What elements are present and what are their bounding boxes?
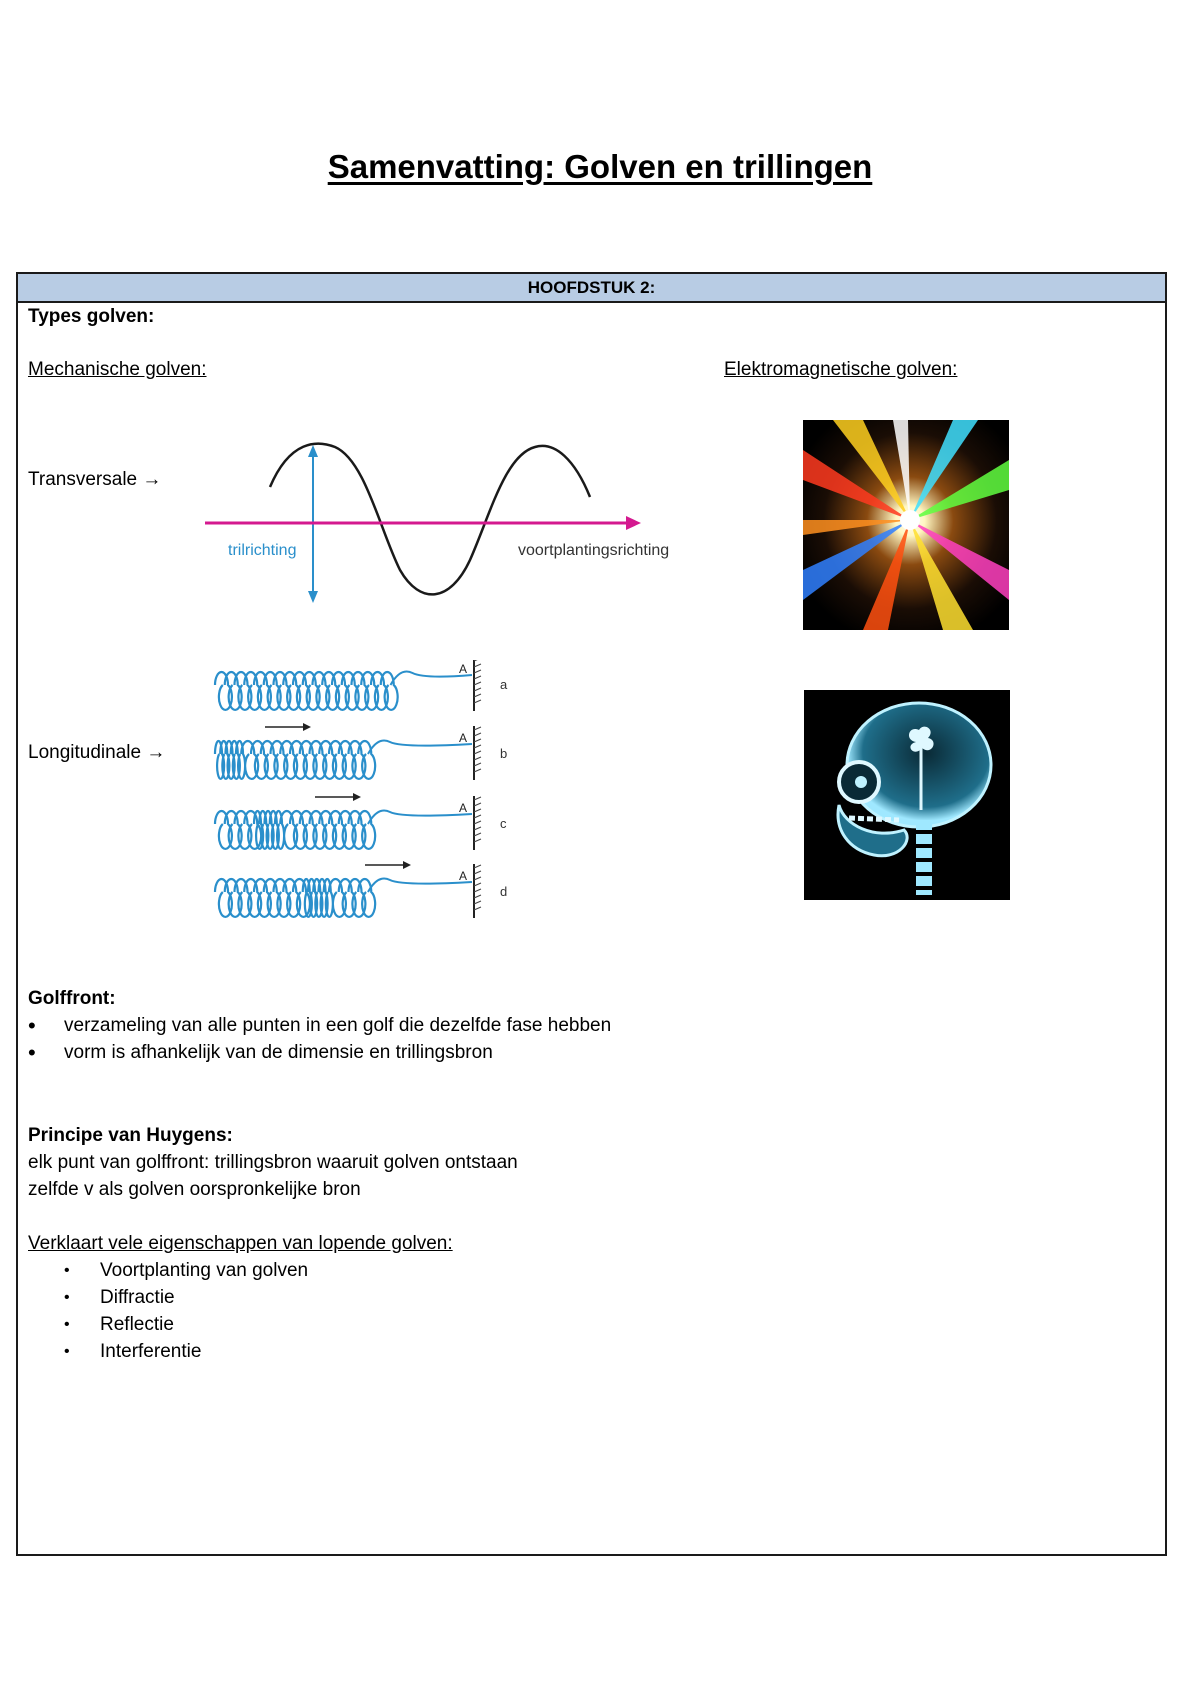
huygens-line-1: elk punt van golffront: trillingsbron waaruit golven ontstaan	[28, 1152, 518, 1173]
propagation-label: voortplantingsrichting	[518, 542, 670, 559]
transversal-label: Transversale →	[28, 469, 162, 490]
oscillation-arrow-down	[308, 591, 318, 603]
list-item: • Reflectie	[64, 1313, 308, 1340]
wall-hatch	[474, 751, 481, 754]
wall-hatch	[474, 688, 481, 691]
marker-a: A	[459, 869, 468, 883]
wall-hatch	[474, 901, 481, 904]
row-label: a	[500, 677, 508, 692]
xray-head-photo	[804, 690, 1010, 900]
spring-row	[215, 793, 507, 850]
spring-coil	[215, 672, 398, 710]
chapter-header: HOOFDSTUK 2:	[18, 274, 1165, 303]
sine-wave	[270, 444, 590, 595]
wall-hatch	[474, 797, 481, 800]
marker-a: A	[459, 731, 468, 745]
list-item: • Interferentie	[64, 1340, 308, 1367]
wall-hatch	[474, 871, 481, 874]
spring-tail	[368, 879, 472, 893]
wall-hatch	[474, 682, 481, 685]
wall-hatch	[474, 833, 481, 836]
oscillation-arrow-up	[308, 445, 318, 457]
spring-coil	[215, 879, 375, 917]
spring-tail	[368, 811, 472, 825]
huygens-heading: Principe van Huygens:	[28, 1125, 233, 1146]
wall-hatch	[474, 769, 481, 772]
types-heading: Types golven:	[28, 306, 155, 327]
wall-hatch	[474, 700, 481, 703]
propagation-arrowhead	[626, 516, 641, 530]
transverse-wave-diagram	[205, 435, 685, 610]
electromagnetic-waves-heading: Elektromagnetische golven:	[724, 359, 958, 380]
spring-row	[215, 861, 507, 918]
huygens-explains-heading: Verklaart vele eigenschappen van lopende golven:	[28, 1233, 453, 1254]
spring-tail	[368, 741, 472, 755]
row-label: b	[500, 746, 508, 761]
wall-hatch	[474, 660, 481, 661]
row-label: c	[500, 816, 507, 831]
longitudinal-label: Longitudinale →	[28, 742, 166, 763]
wavefront-list	[28, 1014, 611, 1068]
wall-hatch	[474, 664, 481, 667]
wall-hatch	[474, 815, 481, 818]
wall-hatch	[474, 827, 481, 830]
wall-hatch	[474, 745, 481, 748]
list-item: • Voortplanting van golven	[64, 1259, 308, 1286]
wall-hatch	[474, 907, 481, 910]
huygens-line-2: zelfde v als golven oorspronkelijke bron	[28, 1179, 361, 1200]
wall-hatch	[474, 727, 481, 730]
spring-coil	[215, 741, 375, 779]
wall-hatch	[474, 895, 481, 898]
wall-hatch	[474, 670, 481, 673]
spring-coil	[215, 811, 375, 849]
wall-hatch	[474, 889, 481, 892]
oscillation-label: trilrichting	[228, 542, 297, 559]
light-rays-photo	[803, 420, 1009, 630]
list-item: • vorm is afhankelijk van de dimensie en trillingsbron	[28, 1041, 611, 1068]
wall-hatch	[474, 763, 481, 766]
wall-hatch	[474, 803, 481, 806]
propagation-arrowhead	[353, 793, 361, 801]
propagation-arrowhead	[303, 723, 311, 731]
wall-hatch	[474, 694, 481, 697]
document-title: Samenvatting: Golven en trillingen	[327, 148, 873, 185]
wall-hatch	[474, 821, 481, 824]
wall-hatch	[474, 739, 481, 742]
list-item: • Diffractie	[64, 1286, 308, 1313]
wall-hatch	[474, 733, 481, 736]
wavefront-heading: Golffront:	[28, 988, 116, 1009]
wall-hatch	[474, 839, 481, 842]
wall-hatch	[474, 676, 481, 679]
propagation-arrowhead	[403, 861, 411, 869]
wall-hatch	[474, 877, 481, 880]
spring-row	[215, 723, 507, 780]
wall-hatch	[474, 809, 481, 812]
wall-hatch	[474, 883, 481, 886]
wall-hatch	[474, 865, 481, 868]
marker-a: A	[459, 662, 468, 676]
longitudinal-spring-diagram	[210, 660, 520, 930]
wall-hatch	[474, 757, 481, 760]
marker-a: A	[459, 801, 468, 815]
mechanical-waves-heading: Mechanische golven:	[28, 359, 207, 380]
spring-row	[215, 660, 508, 711]
list-item: • verzameling van alle punten in een golf die dezelfde fase hebben	[28, 1014, 611, 1041]
huygens-properties-list	[64, 1259, 308, 1367]
row-label: d	[500, 884, 508, 899]
